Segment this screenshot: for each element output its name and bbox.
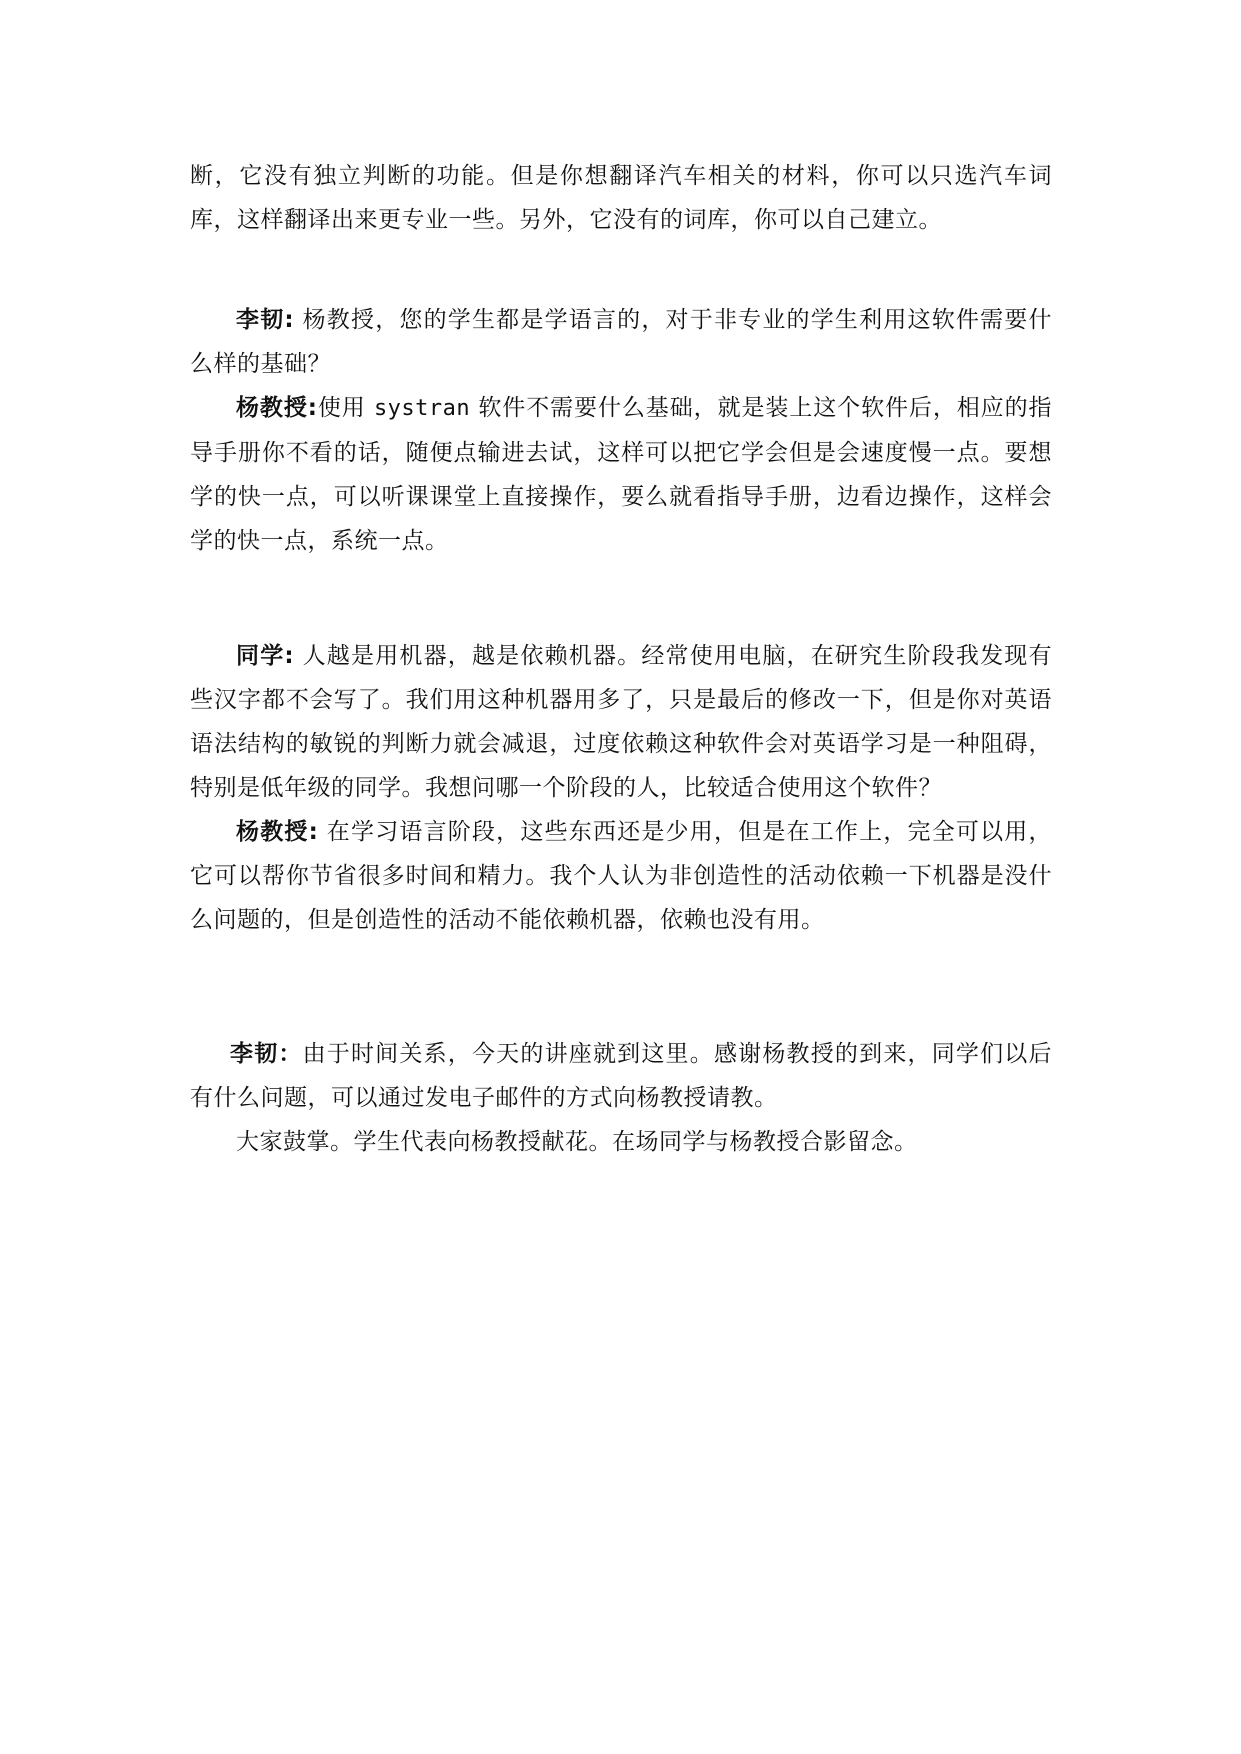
paragraph-text: 软件不需要什么基础，就是装上这个软件后，相应的指导手册你不看的话，随便点输进去试，这样可以把它学会但是会速度慢一点。要想学的快一点，可以听课课堂上直接操作，要么就看指导手册，边看边操作，这样会学的快一点，系统一点。 bbox=[190, 395, 1052, 554]
paragraph-answer-professor-yang bbox=[190, 386, 1052, 563]
paragraph-final-note bbox=[190, 1120, 1052, 1164]
paragraph-text: 由于时间关系，今天的讲座就到这里。感谢杨教授的到来，同学们以后有什么问题，可以通过发电子邮件的方式向杨教授请教。 bbox=[190, 1041, 1053, 1111]
paragraph-continuation bbox=[190, 154, 1052, 242]
paragraph-text: 杨教授，您的学生都是学语言的，对于非专业的学生利用这软件需要什么样的基础？ bbox=[190, 307, 1052, 377]
speaker-label: 李韧: bbox=[236, 307, 295, 333]
paragraph-question-li-ren bbox=[190, 298, 1052, 386]
paragraph-text: 人越是用机器，越是依赖机器。经常使用电脑，在研究生阶段我发现有些汉字都不会写了。我们用这种机器用多了，只是最后的修改一下，但是你对英语语法结构的敏锐的判断力就会减退，过度依赖这种软件会对英语学习是一种阻碍，特别是低年级的同学。我想问哪一个阶段的人，比较适合使用这个软件？ bbox=[190, 643, 1052, 801]
software-name: systran bbox=[373, 396, 471, 421]
paragraph-text: 在学习语言阶段，这些东西还是少用，但是在工作上，完全可以用，它可以帮你节省很多时间和精力。我个人认为非创造性的活动依赖一下机器是没什么问题的，但是创造性的活动不能依赖机器，依赖也没有用。 bbox=[190, 819, 1053, 933]
speaker-label: 杨教授: bbox=[236, 395, 318, 421]
paragraph-closing-li-ren bbox=[190, 1032, 1052, 1120]
paragraph-text: 断，它没有独立判断的功能。但是你想翻译汽车相关的材料，你可以只选汽车词库，这样翻译出来更专业一些。另外，它没有的词库，你可以自己建立。 bbox=[190, 163, 1052, 233]
paragraph-text: 大家鼓掌。学生代表向杨教授献花。在场同学与杨教授合影留念。 bbox=[236, 1129, 918, 1155]
speaker-label: 杨教授: bbox=[236, 819, 319, 845]
paragraph-answer-professor-yang-2 bbox=[190, 810, 1052, 942]
paragraph-question-student bbox=[190, 634, 1052, 810]
speaker-label: 李韧： bbox=[230, 1041, 303, 1067]
speaker-label: 同学: bbox=[236, 643, 295, 669]
paragraph-text: 使用 bbox=[317, 395, 374, 421]
